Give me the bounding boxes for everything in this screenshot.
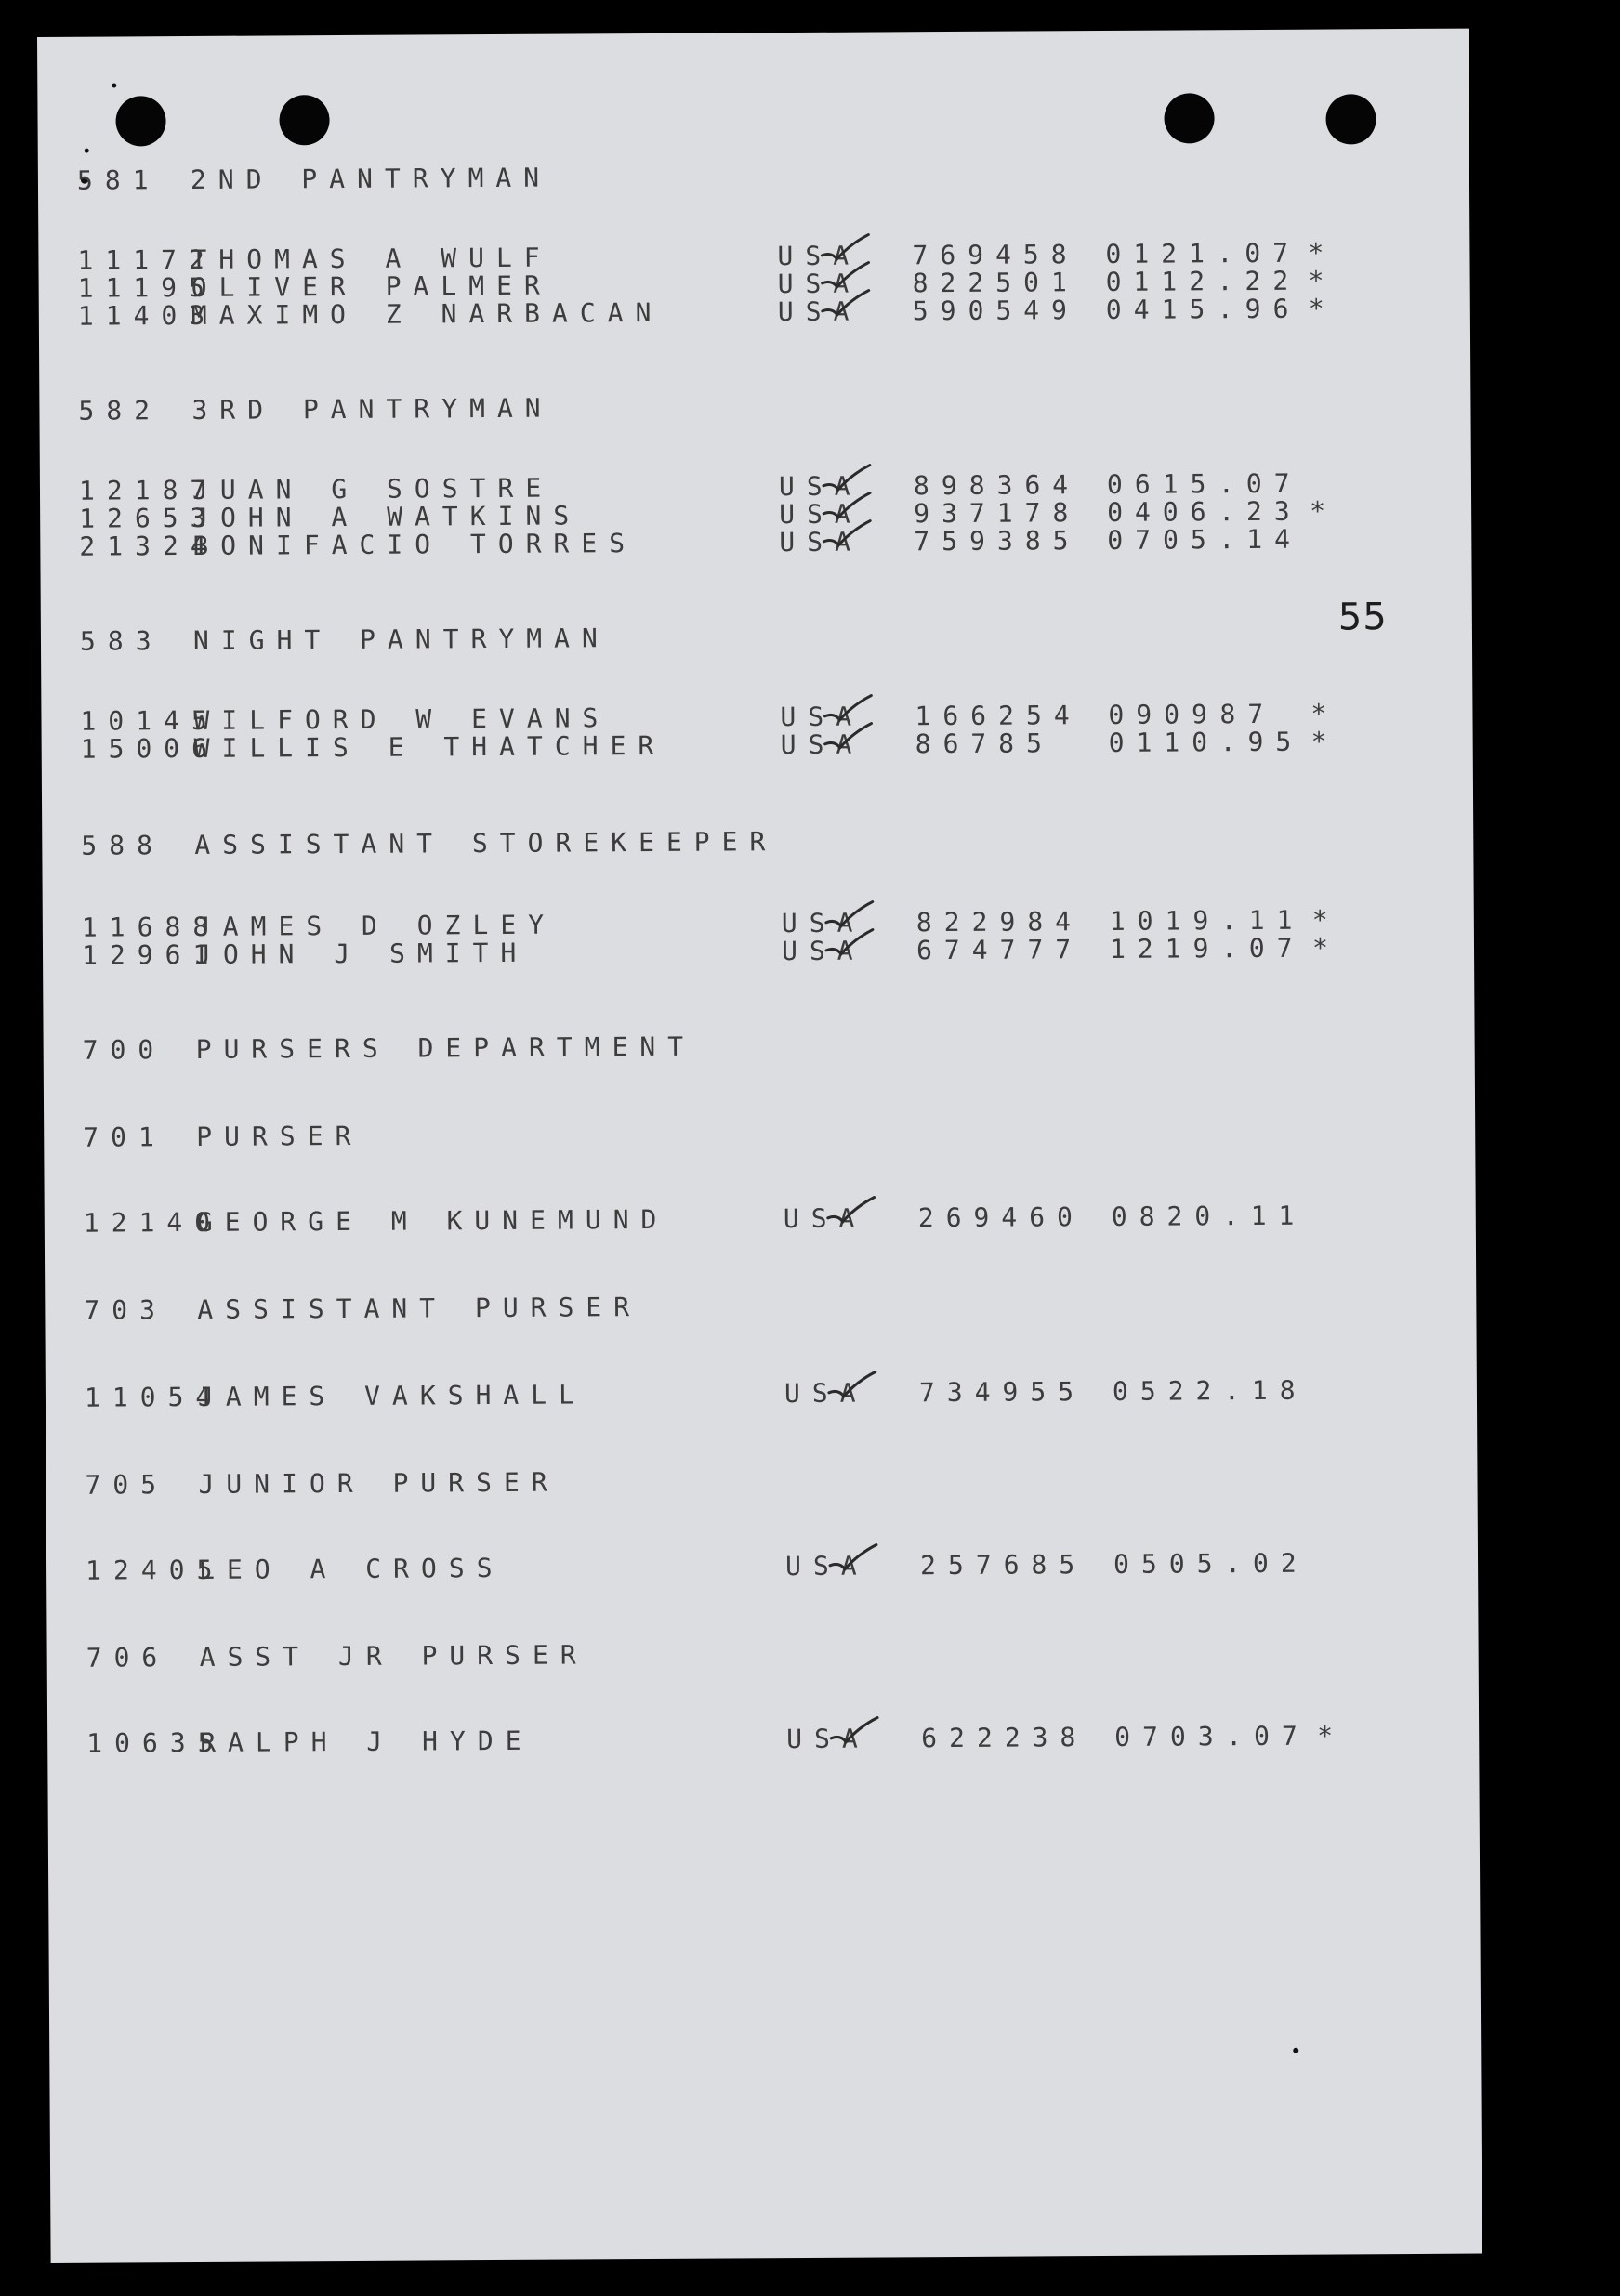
section-heading [38,159,1432,195]
crew-number: 86785 [915,728,1055,760]
crew-rate: .07 [1220,932,1305,964]
crew-name: GEORGE M KUNEMUND [196,1203,669,1238]
crew-id: 10145 [80,704,219,737]
asterisk-mark: * [1311,904,1340,936]
section-title: PURSERS DEPARTMENT [195,1030,696,1065]
crew-name: JUAN G SOSTRE [191,472,554,505]
crew-number: 734955 [918,1376,1087,1409]
punch-hole-1 [115,96,165,146]
crew-date: 0615 [1106,468,1218,500]
crew-date: 0110 [1108,727,1220,758]
check-mark-icon [820,518,872,549]
section-title: JUNIOR PURSER [198,1466,560,1500]
crew-row [42,728,1436,764]
crew-country: USA [784,1377,868,1410]
crew-name: JAMES VAKSHALL [197,1379,587,1412]
crew-name: JOHN A WATKINS [192,500,582,533]
section-heading [41,620,1435,656]
asterisk-mark: * [1311,932,1340,964]
crew-date: 0703 [1114,1721,1226,1752]
document-page [37,29,1482,2263]
section-code: 703 [84,1294,168,1326]
crew-country: USA [786,1723,870,1755]
section-code: 701 [83,1122,166,1153]
section-code: 706 [86,1642,170,1673]
crew-row [47,1722,1442,1758]
asterisk-mark: * [1308,237,1337,269]
crew-date: 1219 [1109,933,1221,964]
crew-rate: .02 [1224,1547,1309,1580]
section-title: 2ND PANTRYMAN [190,162,552,195]
section-title: PURSER [196,1120,363,1152]
check-mark-icon [824,1194,876,1226]
section-code: 581 [76,164,161,196]
crew-rate: .23 [1218,495,1302,528]
asterisk-mark: * [1310,698,1339,729]
section-heading [47,1636,1442,1673]
section-code: 582 [78,395,163,426]
crew-date: 0415 [1105,294,1218,325]
crew-name: BONIFACIO TORRES [192,528,638,561]
check-mark-icon [826,1542,878,1573]
section-heading [45,1289,1439,1325]
crew-number: 769458 [912,239,1079,271]
check-mark-icon [822,720,874,752]
crew-id: 11403 [77,299,217,332]
crew-country: USA [780,701,864,733]
crew-number: 590549 [912,295,1080,327]
punch-hole-4 [1325,94,1376,144]
section-code: 583 [79,625,164,657]
crew-number: 822984 [915,906,1084,938]
crew-country: USA [778,470,863,503]
crew-rate: .07 [1218,467,1302,500]
crew-id: 12187 [78,474,218,506]
check-mark-icon [819,287,871,319]
crew-name: THOMAS A WULF [191,242,552,275]
crew-row [46,1549,1441,1585]
crew-number: 759385 [914,525,1081,558]
crew-rate: .22 [1217,265,1301,297]
crew-rate: .11 [1220,904,1305,937]
crew-country: USA [777,240,862,272]
crew-number: 269460 [917,1201,1086,1234]
crew-number: 166254 [915,700,1082,732]
crew-date: 0909 [1108,699,1220,730]
crew-id: 12653 [79,502,218,534]
crew-name: WILLIS E THATCHER [193,729,666,764]
crew-date: 0121 [1105,238,1217,269]
crew-number: 674777 [915,934,1084,966]
section-code: 705 [85,1469,169,1501]
crew-id: 11195 [77,271,217,304]
crew-row [39,295,1433,331]
crew-row [46,1376,1440,1412]
crew-rate: .07 [1217,237,1301,269]
crew-country: USA [777,268,862,300]
crew-date: 0820 [1111,1200,1223,1232]
crew-number: 822501 [912,267,1079,299]
crew-id: 11172 [77,243,217,276]
crew-rate: .18 [1223,1374,1308,1407]
page-number: 55 [1337,596,1388,639]
section-code: 588 [81,830,165,861]
crew-rate: .96 [1217,293,1301,325]
crew-number: 257685 [919,1549,1087,1581]
section-title: ASST JR PURSER [199,1639,588,1673]
section-code: 700 [82,1034,166,1066]
crew-rate: 87 [1219,698,1276,730]
punch-hole-2 [279,95,329,145]
section-title: NIGHT PANTRYMAN [192,623,610,656]
crew-id: 11688 [81,911,221,943]
crew-id: 12405 [85,1554,225,1586]
crew-name: RALPH J HYDE [200,1725,533,1758]
crew-rate: .11 [1222,1200,1307,1232]
crew-name: MAXIMO Z NARBACAN [191,296,664,331]
section-heading [44,1116,1438,1152]
crew-id: 11054 [84,1381,224,1413]
section-title: ASSISTANT STOREKEEPER [194,826,778,860]
check-mark-icon [827,1713,879,1745]
crew-country: USA [779,498,863,531]
section-heading [39,389,1433,426]
crew-country: USA [781,935,865,967]
check-mark-icon [825,1369,877,1400]
crew-date: 1019 [1109,905,1221,937]
crew-rate: .14 [1218,523,1303,556]
section-heading [42,824,1436,860]
section-heading [44,1029,1438,1065]
section-heading [46,1463,1440,1500]
crew-rate: .07 [1226,1720,1310,1752]
crew-rate: .95 [1219,726,1304,758]
crew-country: USA [781,907,865,939]
crew-date: 0705 [1107,524,1218,556]
crew-id: 10635 [86,1726,226,1759]
ink-speck [1293,2048,1298,2053]
manifest-listing [37,29,1469,1759]
asterisk-mark: * [1308,293,1337,324]
crew-country: USA [784,1550,869,1582]
crew-date: 0522 [1112,1375,1224,1407]
crew-row [45,1201,1439,1238]
crew-name: JAMES D OZLEY [194,909,557,942]
ink-speck [85,149,89,153]
punch-hole-3 [1164,93,1214,143]
crew-date: 0112 [1105,266,1218,297]
ink-speck [112,83,116,87]
asterisk-mark: * [1310,726,1339,757]
crew-date: 0505 [1113,1548,1225,1580]
crew-name: WILFORD W EVANS [193,702,611,736]
asterisk-mark: * [1310,495,1338,527]
section-title: ASSISTANT PURSER [197,1292,642,1325]
crew-country: USA [780,728,864,761]
check-mark-icon [823,926,875,958]
crew-row [40,525,1434,561]
section-title: 3RD PANTRYMAN [191,392,553,426]
crew-name: LEO A CROSS [198,1552,505,1585]
crew-row [43,934,1437,970]
crew-country: USA [777,295,862,328]
crew-id: 21324 [79,530,218,562]
crew-id: 12140 [83,1206,223,1239]
crew-id: 12961 [81,938,221,971]
asterisk-mark: * [1317,1720,1346,1752]
crew-date: 0406 [1107,496,1218,528]
asterisk-mark: * [1308,265,1337,296]
crew-number: 622238 [921,1722,1088,1754]
crew-number: 898364 [913,469,1081,502]
crew-id: 15006 [80,732,220,765]
crew-country: USA [779,526,863,558]
crew-name: OLIVER PALMER [191,269,552,303]
crew-number: 937178 [914,497,1081,530]
crew-name: JOHN J SMITH [194,937,529,970]
crew-country: USA [783,1202,867,1235]
